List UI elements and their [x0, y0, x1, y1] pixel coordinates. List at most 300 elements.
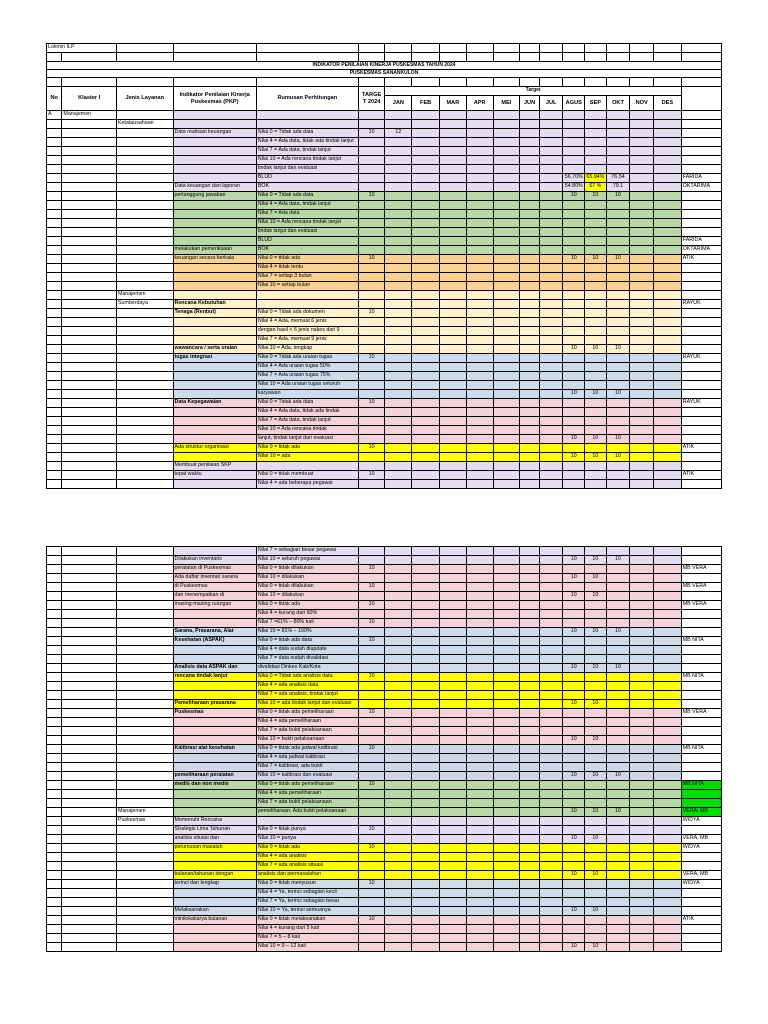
cell-rumusan	[256, 291, 358, 300]
cell-month-value	[630, 691, 654, 700]
cell-month-value	[585, 318, 607, 327]
cell-target	[358, 799, 385, 808]
cell-month-value: 10	[606, 556, 630, 565]
cell-month-value	[440, 147, 467, 156]
cell-rumusan: Nilai 0 = tidak melaksanakan	[256, 916, 358, 925]
cell-no	[47, 255, 62, 264]
table-row	[47, 808, 722, 817]
cell-month-value	[585, 583, 607, 592]
cell-month-value	[585, 727, 607, 736]
cell-month-value	[493, 399, 520, 408]
cell-klaster	[62, 646, 117, 655]
cell-month-value	[563, 156, 585, 165]
cell-month-value	[606, 835, 630, 844]
cell-month-value	[385, 727, 412, 736]
cell-no	[47, 691, 62, 700]
cell-pic: ATIK	[681, 444, 721, 453]
table-row	[47, 547, 722, 556]
cell-month-value	[385, 363, 412, 372]
cell-pic	[681, 682, 721, 691]
cell-month-value	[606, 736, 630, 745]
cell-target: 10	[358, 619, 385, 628]
cell-month-value	[630, 138, 654, 147]
cell-month-value	[440, 718, 467, 727]
cell-month-value	[539, 309, 563, 318]
cell-jenis-layanan	[116, 673, 173, 682]
cell-klaster	[62, 781, 117, 790]
cell-target	[358, 138, 385, 147]
cell-month-value	[539, 799, 563, 808]
cell-month-value	[412, 399, 440, 408]
cell-pic: VERA, MB	[681, 871, 721, 880]
cell-month-value	[520, 646, 540, 655]
cell-no	[47, 736, 62, 745]
cell-klaster	[62, 300, 117, 309]
cell-pic	[681, 111, 721, 120]
cell-target	[358, 907, 385, 916]
cell-month-value	[563, 853, 585, 862]
cell-no	[47, 745, 62, 754]
cell-rumusan: Nilai 10 = bukti pelaksanaan	[256, 736, 358, 745]
cell-month-value	[630, 619, 654, 628]
cell-no	[47, 192, 62, 201]
cell-month-value	[385, 880, 412, 889]
cell-month-value	[630, 192, 654, 201]
cell-pic	[681, 862, 721, 871]
cell-indikator: tepat waktu	[173, 471, 256, 480]
cell-month-value	[466, 592, 493, 601]
cell-month-value	[653, 799, 681, 808]
cell-no	[47, 754, 62, 763]
cell-klaster	[62, 700, 117, 709]
cell-month-value	[493, 120, 520, 129]
cell-month-value	[539, 736, 563, 745]
cell-month-value: 10	[563, 835, 585, 844]
table-row	[47, 462, 722, 471]
cell-indikator	[173, 619, 256, 628]
cell-month-value	[653, 318, 681, 327]
cell-month-value	[520, 417, 540, 426]
cell-month-value	[630, 736, 654, 745]
cell-month-value	[385, 664, 412, 673]
cell-month-value	[412, 736, 440, 745]
cell-month-value	[653, 907, 681, 916]
table-row	[47, 201, 722, 210]
cell-month-value	[606, 318, 630, 327]
cell-month-value	[466, 943, 493, 952]
cell-month-value	[466, 300, 493, 309]
table-row	[47, 453, 722, 462]
table-row	[47, 772, 722, 781]
cell-pic	[681, 453, 721, 462]
cell-month-value	[520, 637, 540, 646]
cell-month-value	[539, 201, 563, 210]
cell-no	[47, 709, 62, 718]
cell-month-value	[630, 709, 654, 718]
cell-month-value	[520, 147, 540, 156]
cell-jenis-layanan	[116, 565, 173, 574]
cell-month-value	[539, 264, 563, 273]
cell-month-value	[493, 309, 520, 318]
cell-indikator	[173, 327, 256, 336]
cell-month-value	[385, 111, 412, 120]
cell-target	[358, 718, 385, 727]
cell-month-value	[585, 138, 607, 147]
cell-month-value	[520, 808, 540, 817]
cell-month-value	[630, 781, 654, 790]
cell-jenis-layanan	[116, 583, 173, 592]
cell-month-value	[385, 228, 412, 237]
cell-rumusan: divalidasi Dinkes Kab/Kota	[256, 664, 358, 673]
cell-month-value	[440, 444, 467, 453]
cell-no	[47, 210, 62, 219]
cell-pic	[681, 628, 721, 637]
cell-month-value	[606, 547, 630, 556]
cell-month-value	[520, 817, 540, 826]
cell-month-value	[493, 228, 520, 237]
cell-target	[358, 925, 385, 934]
cell-indikator	[173, 174, 256, 183]
cell-month-value	[493, 264, 520, 273]
cell-month-value	[412, 664, 440, 673]
cell-month-value	[493, 835, 520, 844]
cell-month-value	[385, 907, 412, 916]
cell-klaster	[62, 246, 117, 255]
cell-month-value	[520, 255, 540, 264]
cell-rumusan: Nilai 7 = ada analisis situasi	[256, 862, 358, 871]
cell-jenis-layanan	[116, 898, 173, 907]
cell-pic	[681, 907, 721, 916]
cell-jenis-layanan	[116, 165, 173, 174]
cell-pic	[681, 691, 721, 700]
cell-rumusan: Nilai 0 = tidak ada data	[256, 637, 358, 646]
cell-rumusan	[256, 111, 358, 120]
cell-indikator	[173, 282, 256, 291]
cell-month-value	[466, 826, 493, 835]
cell-month-value	[653, 201, 681, 210]
cell-month-value	[466, 817, 493, 826]
cell-month-value	[466, 147, 493, 156]
cell-month-value	[653, 309, 681, 318]
cell-month-value	[412, 219, 440, 228]
cell-month-value	[520, 201, 540, 210]
cell-target	[358, 417, 385, 426]
cell-month-value	[606, 862, 630, 871]
cell-month-value	[539, 619, 563, 628]
cell-month-value	[520, 192, 540, 201]
cell-month-value	[466, 210, 493, 219]
cell-indikator	[173, 120, 256, 129]
cell-month-value	[630, 871, 654, 880]
cell-month-value	[440, 943, 467, 952]
cell-month-value	[466, 165, 493, 174]
cell-target: 10	[358, 399, 385, 408]
cell-jenis-layanan	[116, 210, 173, 219]
cell-klaster	[62, 592, 117, 601]
cell-month-value	[385, 201, 412, 210]
cell-no	[47, 673, 62, 682]
cell-rumusan	[256, 817, 358, 826]
table-row	[47, 282, 722, 291]
cell-month-value	[539, 183, 563, 192]
cell-month-value	[440, 201, 467, 210]
cell-month-value	[412, 871, 440, 880]
cell-no	[47, 138, 62, 147]
cell-month-value	[520, 727, 540, 736]
cell-month-value	[585, 408, 607, 417]
cell-month-value	[493, 565, 520, 574]
cell-jenis-layanan	[116, 192, 173, 201]
cell-month-value	[585, 925, 607, 934]
cell-month-value	[653, 736, 681, 745]
cell-month-value	[412, 129, 440, 138]
cell-month-value	[563, 637, 585, 646]
cell-jenis-layanan	[116, 853, 173, 862]
cell-month-value	[493, 363, 520, 372]
cell-target	[358, 273, 385, 282]
cell-month-value	[520, 471, 540, 480]
cell-indikator: Analisis data ASPAK dan	[173, 664, 256, 673]
cell-month-value	[493, 655, 520, 664]
cell-month-value	[520, 871, 540, 880]
cell-month-value	[653, 390, 681, 399]
cell-month-value: 67 %	[585, 183, 607, 192]
cell-no	[47, 237, 62, 246]
cell-month-value	[585, 682, 607, 691]
cell-klaster	[62, 165, 117, 174]
cell-month-value	[653, 808, 681, 817]
cell-month-value	[653, 480, 681, 489]
cell-klaster	[62, 637, 117, 646]
cell-target	[358, 228, 385, 237]
cell-month-value	[653, 219, 681, 228]
cell-indikator	[173, 808, 256, 817]
cell-month-value	[606, 889, 630, 898]
cell-month-value	[653, 727, 681, 736]
cell-pic	[681, 381, 721, 390]
cell-target	[358, 453, 385, 462]
table-row	[47, 880, 722, 889]
cell-target	[358, 547, 385, 556]
cell-jenis-layanan	[116, 264, 173, 273]
cell-month-value	[466, 264, 493, 273]
cell-month-value	[563, 282, 585, 291]
cell-rumusan: lanjut, tindak lanjut dan evaluasi	[256, 435, 358, 444]
cell-indikator	[173, 799, 256, 808]
cell-month-value	[539, 565, 563, 574]
cell-month-value	[440, 682, 467, 691]
cell-month-value	[539, 399, 563, 408]
cell-month-value	[440, 408, 467, 417]
cell-month-value	[520, 628, 540, 637]
cell-month-value	[520, 237, 540, 246]
cell-month-value	[606, 781, 630, 790]
cell-month-value	[585, 547, 607, 556]
cell-month-value	[466, 462, 493, 471]
cell-jenis-layanan	[116, 934, 173, 943]
cell-month-value	[466, 862, 493, 871]
cell-target: 10	[358, 709, 385, 718]
cell-klaster	[62, 453, 117, 462]
cell-month-value	[466, 925, 493, 934]
cell-month-value	[563, 646, 585, 655]
cell-month-value	[412, 426, 440, 435]
cell-month-value	[412, 282, 440, 291]
cell-indikator	[173, 682, 256, 691]
cell-pic	[681, 291, 721, 300]
cell-klaster	[62, 871, 117, 880]
cell-month-value	[563, 619, 585, 628]
cell-klaster	[62, 444, 117, 453]
table-row	[47, 111, 722, 120]
cell-month-value	[412, 637, 440, 646]
cell-klaster	[62, 655, 117, 664]
table-row	[47, 763, 722, 772]
cell-target: 10	[358, 745, 385, 754]
cell-month-value	[520, 655, 540, 664]
cell-rumusan: Nilai 0 = Tidak ada dokumen	[256, 309, 358, 318]
cell-indikator	[173, 291, 256, 300]
cell-month-value: 10	[563, 390, 585, 399]
cell-month-value	[653, 147, 681, 156]
table-row	[47, 183, 722, 192]
cell-month-value	[630, 727, 654, 736]
cell-month-value	[412, 363, 440, 372]
cell-rumusan: Nilai 0 = tidak punya	[256, 826, 358, 835]
cell-no	[47, 363, 62, 372]
cell-month-value	[385, 745, 412, 754]
cell-month-value	[466, 547, 493, 556]
cell-month-value	[466, 192, 493, 201]
cell-month-value: 10	[585, 871, 607, 880]
cell-indikator: Tenaga (Renbut)	[173, 309, 256, 318]
cell-jenis-layanan	[116, 111, 173, 120]
cell-month-value	[493, 183, 520, 192]
cell-indikator: bulanan/tahunan dengan	[173, 871, 256, 880]
cell-month-value	[539, 327, 563, 336]
cell-month-value	[630, 790, 654, 799]
cell-month-value	[520, 138, 540, 147]
cell-jenis-layanan	[116, 399, 173, 408]
cell-month-value	[385, 309, 412, 318]
cell-indikator	[173, 201, 256, 210]
cell-target	[358, 390, 385, 399]
cell-jenis-layanan	[116, 772, 173, 781]
cell-rumusan: Nilai 4 = ada jadwal kalibrasi	[256, 754, 358, 763]
cell-rumusan: Nilai 7 = ada bukti pelaksanaan	[256, 727, 358, 736]
cell-month-value	[440, 399, 467, 408]
cell-month-value	[466, 799, 493, 808]
cell-month-value: 10	[585, 943, 607, 952]
cell-month-value	[539, 435, 563, 444]
table-row	[47, 120, 722, 129]
cell-month-value	[412, 781, 440, 790]
table-row	[47, 700, 722, 709]
cell-month-value	[606, 799, 630, 808]
cell-month-value	[563, 372, 585, 381]
cell-month-value	[630, 228, 654, 237]
cell-month-value	[385, 700, 412, 709]
cell-target	[358, 156, 385, 165]
cell-target	[358, 282, 385, 291]
cell-month-value	[653, 120, 681, 129]
cell-month-value	[630, 934, 654, 943]
cell-month-value	[412, 462, 440, 471]
cell-indikator: minilokakarya bulanan	[173, 916, 256, 925]
cell-month-value	[653, 709, 681, 718]
cell-month-value: 12	[385, 129, 412, 138]
cell-month-value	[630, 592, 654, 601]
cell-month-value	[520, 210, 540, 219]
table-row	[47, 354, 722, 363]
report-subtitle: PUSKESMAS SANANKULON	[47, 70, 722, 78]
cell-month-value	[539, 808, 563, 817]
cell-no	[47, 655, 62, 664]
cell-no	[47, 916, 62, 925]
cell-rumusan: Nilai 10 = Ada rencana tindak	[256, 426, 358, 435]
cell-month-value	[520, 264, 540, 273]
cell-jenis-layanan	[116, 345, 173, 354]
cell-month-value	[440, 318, 467, 327]
cell-month-value	[440, 754, 467, 763]
cell-indikator: Sarana, Prasarana, Alat	[173, 628, 256, 637]
cell-indikator	[173, 111, 256, 120]
cell-month-value	[466, 309, 493, 318]
cell-month-value	[412, 318, 440, 327]
cell-month-value	[440, 354, 467, 363]
cell-month-value	[385, 862, 412, 871]
cell-pic: MB NITA	[681, 673, 721, 682]
cell-month-value	[466, 673, 493, 682]
cell-month-value	[440, 835, 467, 844]
cell-month-value	[466, 682, 493, 691]
cell-month-value	[385, 628, 412, 637]
cell-month-value	[440, 844, 467, 853]
cell-rumusan: Nilai 4 = ada beberapa pegawai	[256, 480, 358, 489]
cell-month-value	[412, 727, 440, 736]
cell-month-value	[385, 682, 412, 691]
cell-month-value	[412, 754, 440, 763]
cell-month-value	[440, 583, 467, 592]
cell-pic	[681, 772, 721, 781]
cell-klaster	[62, 853, 117, 862]
cell-month-value	[563, 111, 585, 120]
cell-month-value: 10	[585, 574, 607, 583]
cell-month-value	[440, 763, 467, 772]
cell-indikator	[173, 219, 256, 228]
cell-jenis-layanan	[116, 925, 173, 934]
cell-pic	[681, 610, 721, 619]
cell-indikator: Memenuhi Rencana	[173, 817, 256, 826]
cell-month-value	[563, 426, 585, 435]
cell-no	[47, 480, 62, 489]
cell-no	[47, 664, 62, 673]
sheet-label: Lokmin ILP	[47, 44, 117, 53]
cell-month-value: 10	[563, 592, 585, 601]
cell-month-value	[539, 682, 563, 691]
cell-indikator: medis dan non medis	[173, 781, 256, 790]
cell-month-value	[606, 372, 630, 381]
cell-month-value	[440, 799, 467, 808]
cell-month-value	[466, 273, 493, 282]
cell-klaster	[62, 898, 117, 907]
cell-month-value	[520, 408, 540, 417]
cell-month-value	[412, 565, 440, 574]
cell-jenis-layanan	[116, 835, 173, 844]
cell-jenis-layanan	[116, 354, 173, 363]
cell-month-value	[630, 435, 654, 444]
cell-month-value	[630, 664, 654, 673]
